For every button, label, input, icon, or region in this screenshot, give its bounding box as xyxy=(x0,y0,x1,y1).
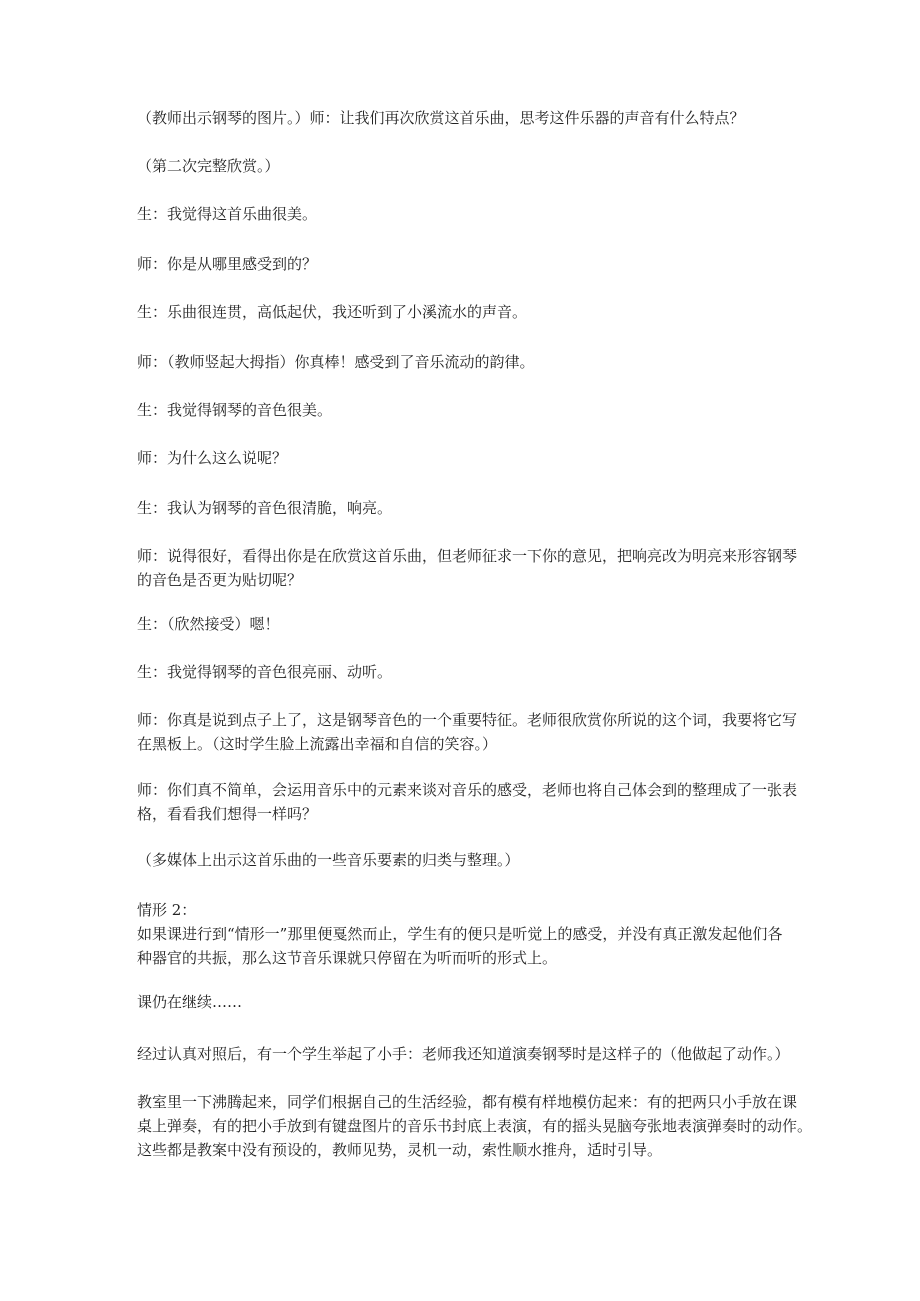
paragraph-6 xyxy=(137,350,797,374)
paragraph-16 xyxy=(137,898,797,970)
text-line: 生：我觉得这首乐曲很美。 xyxy=(137,205,318,223)
text-line: 师：为什么这么说呢？ xyxy=(137,449,288,467)
text-line: 师：（教师竖起大拇指）你真棒！感受到了音乐流动的韵律。 xyxy=(137,353,535,371)
paragraph-5 xyxy=(137,300,797,324)
text-line: 师：说得很好，看得出你是在欣赏这首乐曲，但老师征求一下你的意见，把响亮改为明亮来形容钢琴 xyxy=(137,547,798,565)
section-heading: 情形 2： xyxy=(137,901,197,919)
text-line: 师：你们真不简单，会运用音乐中的元素来谈对音乐的感受，老师也将自己体会到的整理成了一张表 xyxy=(137,781,798,799)
text-line: 生：我觉得钢琴的音色很美。 xyxy=(137,401,333,419)
paragraph-9 xyxy=(137,496,797,520)
text-line: 生：（欣然接受）嗯！ xyxy=(137,615,280,633)
paragraph-12 xyxy=(137,660,797,684)
paragraph-19 xyxy=(137,1090,813,1162)
text-line: 生：我认为钢琴的音色很清脆，响亮。 xyxy=(137,499,393,517)
text-line: 格，看看我们想得一样吗？ xyxy=(137,805,318,823)
paragraph-13 xyxy=(137,708,797,756)
text-line: （多媒体上出示这首乐曲的一些音乐要素的归类与整理。） xyxy=(137,851,520,869)
text-line: （教师出示钢琴的图片。）师：让我们再次欣赏这首乐曲，思考这件乐器的声音有什么特点？ xyxy=(137,109,745,127)
text-line: 生：乐曲很连贯，高低起伏，我还听到了小溪流水的声音。 xyxy=(137,303,528,321)
text-line: 这些都是教案中没有预设的，教师见势，灵机一动，索性顺水推舟，适时引导。 xyxy=(137,1141,663,1159)
text-line: 的音色是否更为贴切呢？ xyxy=(137,571,303,589)
text-line: 师：你是从哪里感受到的？ xyxy=(137,255,318,273)
text-line: 桌上弹奏，有的把小手放到有键盘图片的音乐书封底上表演，有的摇头晃脑夸张地表演弹奏时的动作。 xyxy=(137,1117,813,1135)
paragraph-1 xyxy=(137,106,797,130)
paragraph-17 xyxy=(137,990,797,1014)
text-line: （第二次完整欣赏。） xyxy=(137,157,280,175)
text-line: 经过认真对照后，有一个学生举起了小手：老师我还知道演奏钢琴时是这样子的（他做起了动作。） xyxy=(137,1045,790,1063)
paragraph-4 xyxy=(137,252,797,276)
paragraph-18 xyxy=(137,1042,797,1066)
paragraph-7 xyxy=(137,398,797,422)
text-line: 种器官的共振，那么这节音乐课就只停留在为听而听的形式上。 xyxy=(137,949,558,967)
text-line: 在黑板上。（这时学生脸上流露出幸福和自信的笑容。） xyxy=(137,735,498,753)
paragraph-11 xyxy=(137,612,797,636)
paragraph-3 xyxy=(137,202,797,226)
text-line: 师：你真是说到点子上了，这是钢琴音色的一个重要特征。老师很欣赏你所说的这个词，我要将它写 xyxy=(137,711,798,729)
paragraph-15 xyxy=(137,848,797,872)
text-line: 课仍在继续…… xyxy=(137,993,243,1011)
paragraph-10 xyxy=(137,544,797,592)
text-line: 如果课进行到“情形一”那里便戛然而止，学生有的便只是听觉上的感受，并没有真正激发起他们各 xyxy=(137,925,783,943)
text-line: 生：我觉得钢琴的音色很亮丽、动听。 xyxy=(137,663,393,681)
paragraph-8 xyxy=(137,446,797,470)
paragraph-2 xyxy=(137,154,797,178)
text-line: 教室里一下沸腾起来，同学们根据自己的生活经验，都有模有样地模仿起来：有的把两只小手放在课 xyxy=(137,1093,798,1111)
paragraph-14 xyxy=(137,778,797,826)
